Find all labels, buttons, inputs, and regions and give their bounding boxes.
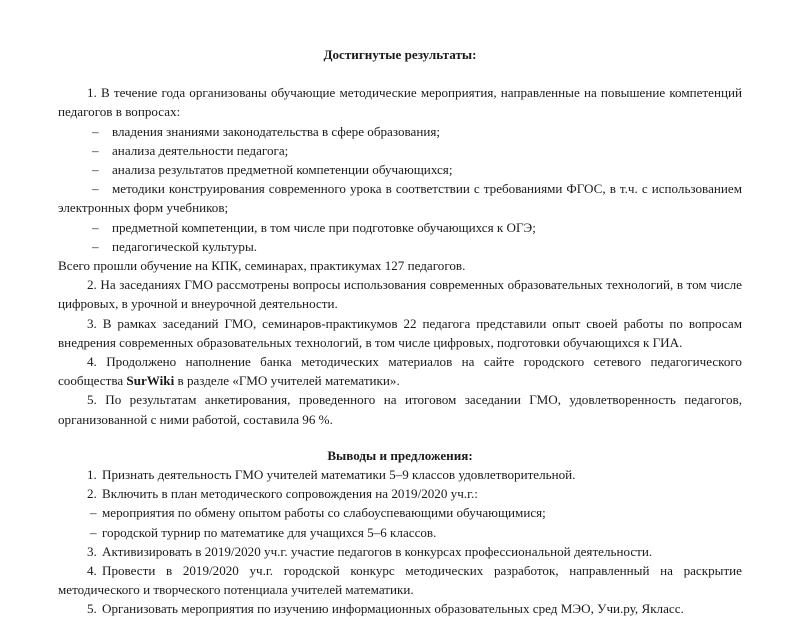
- list-item-text: мероприятия по обмену опытом работы со слабоуспевающими обучающимися;: [102, 505, 546, 521]
- bullet-text: анализа результатов предметной компетенции обучающихся;: [112, 162, 453, 178]
- list-item: [58, 561, 742, 599]
- list-marker: 3.: [87, 543, 97, 559]
- results-item-4-paragraph: [58, 352, 742, 390]
- results-item-4-text-after: в разделе «ГМО учителей математики».: [174, 373, 400, 389]
- surwiki-site-name: SurWiki: [126, 373, 175, 389]
- list-item-text: Организовать мероприятия по изучению информационных образовательных сред МЭО, Учи.ру, Якласс.: [102, 601, 684, 617]
- bullet-text: анализа деятельности педагога;: [112, 142, 289, 158]
- list-item: [58, 599, 742, 618]
- results-item-1-closing: Всего прошли обучение на КПК, семинарах, практикумах 127 педагогов.: [58, 258, 466, 274]
- dash-bullet-icon: –: [92, 219, 99, 235]
- bullet-text: владения знаниями законодательства в сфере образования;: [112, 123, 441, 139]
- list-marker: 5.: [87, 601, 97, 617]
- results-item-1-bullets: [58, 122, 742, 256]
- list-marker: 1.: [87, 467, 97, 483]
- dash-bullet-icon: –: [92, 181, 99, 197]
- list-item: [58, 503, 742, 522]
- results-item-5-paragraph: [58, 390, 742, 428]
- dash-bullet-icon: –: [92, 123, 99, 139]
- section-heading-conclusions: Выводы и предложения:: [327, 447, 473, 463]
- list-item: [58, 179, 742, 217]
- conclusions-list: [58, 465, 742, 619]
- document-body: [58, 45, 742, 619]
- results-item-1-text: В течение года организованы обучающие методические мероприятия, направленные на повышение компетенций педагогов в вопросах:: [58, 85, 742, 120]
- results-item-2-number: 2.: [87, 277, 97, 293]
- results-item-3-number: 3.: [87, 315, 97, 331]
- list-item: [58, 542, 742, 561]
- list-item-text: Признать деятельность ГМО учителей математики 5–9 классов удовлетворительной.: [102, 467, 576, 483]
- results-item-2-paragraph: [58, 275, 742, 313]
- dash-bullet-icon: –: [92, 162, 99, 178]
- dash-bullet-icon: –: [90, 505, 97, 521]
- results-item-4-text-before: Продолжено наполнение банка методических материалов на сайте городского сетевого педагогического сообщества: [58, 354, 742, 389]
- results-item-5-number: 5.: [87, 392, 97, 408]
- list-item: [58, 141, 742, 160]
- results-item-1-number: 1.: [87, 85, 97, 101]
- results-item-5-text: По результатам анкетирования, проведенного на итоговом заседании ГМО, удовлетворенность педагогов, организованной с ними работой, составила 96 %.: [58, 392, 742, 427]
- results-item-3-paragraph: [58, 314, 742, 352]
- list-item: [58, 523, 742, 542]
- list-item-text: Активизировать в 2019/2020 уч.г. участие педагогов в конкурсах профессиональной деятельности.: [102, 543, 653, 559]
- list-marker: 2.: [87, 486, 97, 502]
- section-heading-results: Достигнутые результаты:: [323, 47, 477, 62]
- list-item: [58, 122, 742, 141]
- bullet-text: предметной компетенции, в том числе при подготовке обучающихся к ОГЭ;: [112, 219, 536, 235]
- list-item-text: Провести в 2019/2020 уч.г. городской конкурс методических разработок, направленный на раскрытие методического и творческого потенциала учителей математики.: [58, 563, 742, 598]
- results-item-3-text: В рамках заседаний ГМО, семинаров-практикумов 22 педагога представили опыт своей работы по вопросам внедрения современных образовательных технологий, в том числе цифровых, подготовки обучающихся к ГИА.: [58, 315, 743, 350]
- bullet-text: методики конструирования современного урока в соответствии с требованиями ФГОС, в т.ч. с использованием электронных форм учебников;: [58, 181, 742, 216]
- results-item-4-number: 4.: [87, 354, 97, 370]
- dash-bullet-icon: –: [92, 238, 99, 254]
- results-item-2-text: На заседаниях ГМО рассмотрены вопросы использования современных образовательных технологий, в том числе цифровых, в урочной и внеурочной деятельности.: [58, 277, 742, 312]
- list-item-text: Включить в план методического сопровождения на 2019/2020 уч.г.:: [102, 486, 478, 502]
- results-item-1-paragraph: [58, 83, 742, 121]
- list-item: [58, 237, 742, 256]
- list-item: [58, 160, 742, 179]
- list-item-text: городской турнир по математике для учащихся 5–6 классов.: [102, 524, 437, 540]
- list-item: [58, 484, 742, 503]
- dash-bullet-icon: –: [90, 524, 97, 540]
- bullet-text: педагогической культуры.: [112, 238, 258, 254]
- dash-bullet-icon: –: [92, 142, 99, 158]
- list-item: [58, 218, 742, 237]
- list-marker: 4.: [87, 563, 97, 579]
- list-item: [58, 465, 742, 484]
- spacer-between-sections: [58, 429, 742, 446]
- spacer-after-results-heading: [58, 64, 742, 83]
